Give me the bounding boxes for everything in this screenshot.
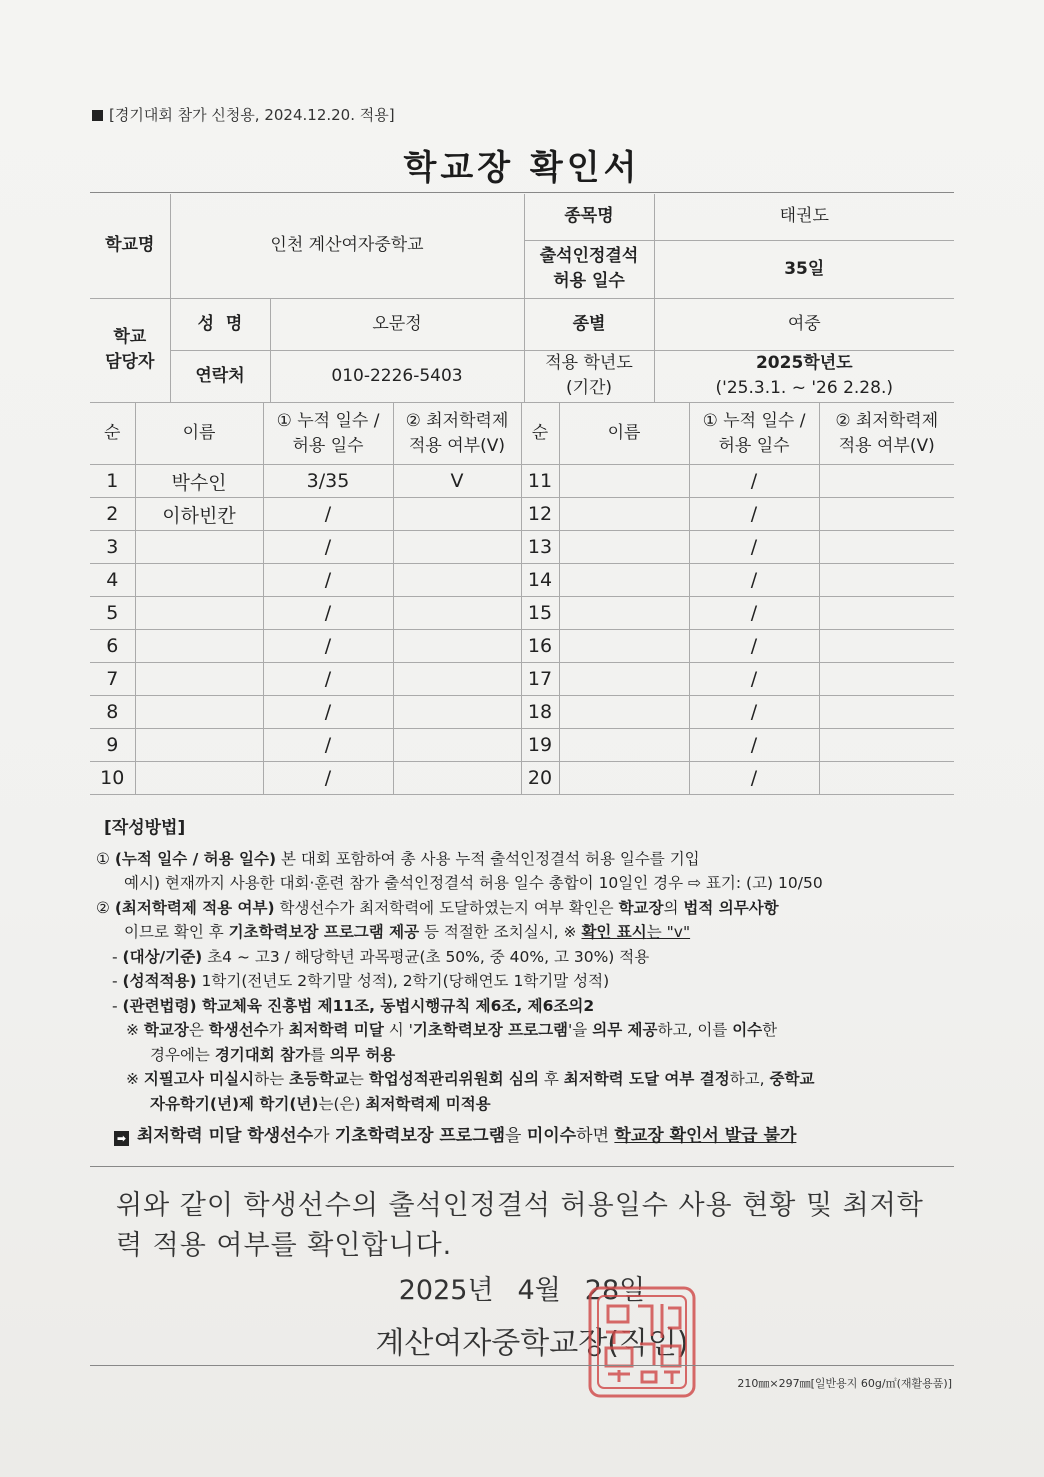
bold-text: (최저학력제 적용 여부) [114, 898, 275, 917]
student-name [559, 762, 689, 795]
student-name [559, 465, 689, 498]
bold-text: 지필고사 미실시 [143, 1070, 255, 1088]
min-standard-check [819, 531, 954, 564]
student-name [135, 564, 263, 597]
period-value: ('25.3.1. ~ '26 2.28.) [715, 378, 893, 398]
student-name [135, 696, 263, 729]
instruction-example: 예시) 현재까지 사용한 대회·훈련 참가 출석인정결석 허용 일수 총합이 10일인 경우 ⇨ 표기: (고) 10/50 [124, 874, 823, 892]
student-name [559, 663, 689, 696]
bold-text: 최저학력 도달 여부 결정 [563, 1070, 730, 1088]
top-divider [90, 192, 954, 193]
row-number: 15 [521, 597, 559, 630]
bold-text: 학교장 [143, 1021, 189, 1039]
school-value: 인천 계산여자중학교 [170, 194, 524, 298]
min-standard-check [393, 663, 521, 696]
absence-days: / [689, 564, 819, 597]
staff-label: 학교 담당자 [90, 298, 170, 402]
text: 의 [663, 898, 684, 917]
student-name [559, 696, 689, 729]
row-number: 8 [90, 696, 135, 729]
absence-days: / [689, 729, 819, 762]
school-label: 학교명 [90, 194, 170, 298]
bold-text: 기초학력보장 프로그램 제공 [228, 923, 420, 941]
text: 등 적절한 조치실시, ※ [419, 923, 582, 941]
bold-text: 초등학교 [289, 1070, 349, 1088]
row-number: 1 [90, 465, 135, 498]
text: 시 ' [383, 1021, 413, 1039]
absence-days: / [689, 696, 819, 729]
form-note-text: [경기대회 참가 신청용, 2024.12.20. 적용] [109, 106, 395, 124]
absence-days: / [689, 531, 819, 564]
bold-text: 학생선수 [208, 1021, 269, 1039]
student-name [559, 498, 689, 531]
detail-target: - (대상/기준) 초4 ~ 고3 / 해당학년 과목평균(초 50%, 중 40%, 고 30%) 적용 [112, 947, 650, 966]
issue-date [0, 1268, 1044, 1307]
table-row [90, 564, 954, 597]
official-seal-stamp [584, 1282, 700, 1402]
absence-days: / [689, 597, 819, 630]
contact-label: 연락처 [170, 350, 270, 402]
note-1: ※ 학교장은 학생선수가 최저학력 미달 시 '기초학력보장 프로그램'을 의무 제공하고, 이를 이수한 [126, 1021, 778, 1039]
student-name [559, 729, 689, 762]
instruction-item-2-cont [96, 920, 956, 945]
row-number: 7 [90, 663, 135, 696]
bold-text: 최저학력 미달 학생선수 [137, 1126, 314, 1146]
student-name [559, 531, 689, 564]
min-standard-check: V [393, 465, 521, 498]
note-2: ※ 지필고사 미실시하는 초등학교는 학업성적관리위원회 심의 후 최저학력 도달 여부 결정하고, 중학교 [126, 1070, 815, 1088]
student-list-table [90, 402, 954, 795]
text: 가 [268, 1021, 289, 1039]
absence-days: / [263, 564, 393, 597]
col-days-right: ① 누적 일수 / 허용 일수 [689, 403, 819, 465]
bold-text: 학업성적관리위원회 심의 [368, 1070, 539, 1088]
contact-value: 010-2226-5403 [270, 350, 524, 402]
instruction-item-1 [96, 847, 956, 872]
circled-number: ① [96, 849, 110, 868]
bold-underlined-text: 학교장 확인서 발급 불가 [614, 1126, 797, 1146]
table-row [90, 696, 954, 729]
absence-days: / [263, 630, 393, 663]
bold-text: 의무 허용 [329, 1045, 396, 1064]
min-standard-check [819, 498, 954, 531]
text: 본 대회 포함하여 총 사용 누적 출석인정결석 허용 일수를 기입 [276, 849, 700, 868]
student-name [559, 564, 689, 597]
bottom-divider [90, 1365, 954, 1366]
col-name-right: 이름 [559, 403, 689, 465]
min-standard-check [393, 531, 521, 564]
text: 을 [505, 1126, 527, 1146]
absence-days: 3/35 [263, 465, 393, 498]
student-name [135, 762, 263, 795]
bold-text: (성적적용) [122, 972, 197, 990]
text: 하고, 이를 [657, 1021, 733, 1039]
student-name: 박수인 [135, 465, 263, 498]
row-number: 4 [90, 564, 135, 597]
min-standard-check [819, 663, 954, 696]
middle-divider [90, 1166, 954, 1167]
min-standard-check [819, 465, 954, 498]
bold-text: 자유학기(년)제 학기(년) [150, 1094, 319, 1113]
instructions-section [96, 816, 956, 1149]
text: 하고, [729, 1070, 770, 1088]
min-standard-check [393, 729, 521, 762]
text: 이므로 확인 후 [124, 923, 229, 941]
year-label: 적용 학년도 (기간) [524, 350, 654, 402]
table-row [90, 762, 954, 795]
date-year: 2025년 [398, 1275, 494, 1306]
student-name [135, 597, 263, 630]
row-number: 5 [90, 597, 135, 630]
bold-text: 기초학력보장 프로그램 [412, 1021, 569, 1039]
col-name-left: 이름 [135, 403, 263, 465]
min-standard-check [819, 630, 954, 663]
year-cell [654, 350, 954, 402]
text: 를 [310, 1045, 330, 1064]
document-title: 학교장 확인서 [403, 148, 641, 188]
text: '을 [568, 1021, 593, 1039]
col-no-left: 순 [90, 403, 135, 465]
year-value: 2025학년도 [755, 353, 853, 374]
absence-days: / [689, 762, 819, 795]
bold-text: 이수 [732, 1021, 763, 1039]
absence-days: / [263, 597, 393, 630]
absence-days: / [263, 729, 393, 762]
min-standard-check [819, 696, 954, 729]
instructions-heading: [작성방법] [104, 818, 186, 838]
col-min-left: ② 최저학력제 적용 여부(V) [393, 403, 521, 465]
principal-signature: 계산여자중학교장(직인) [375, 1326, 689, 1361]
student-list-body [90, 465, 954, 795]
row-number: 13 [521, 531, 559, 564]
detail-law: - (관련법령) 학교체육 진흥법 제11조, 동법시행규칙 제6조, 제6조의2 [112, 996, 595, 1015]
table-row [90, 630, 954, 663]
date-month: 4월 [517, 1275, 561, 1306]
underlined-text: 는 "v" [646, 923, 691, 941]
row-number: 9 [90, 729, 135, 762]
absence-days: / [689, 630, 819, 663]
bold-text: 미이수 [526, 1126, 577, 1146]
bold-text: 경기대회 참가 [214, 1045, 311, 1064]
text: 1학기(전년도 2학기말 성적), 2학기(당해연도 1학기말 성적) [196, 972, 610, 990]
final-note [96, 1124, 956, 1149]
bold-text: 기초학력보장 프로그램 [334, 1126, 506, 1146]
text: 초4 ~ 고3 / 해당학년 과목평균(초 50%, 중 40%, 고 30%) 적용 [202, 947, 650, 966]
row-number: 11 [521, 465, 559, 498]
col-no-right: 순 [521, 403, 559, 465]
table-row [90, 597, 954, 630]
absence-days: / [263, 663, 393, 696]
min-standard-check [393, 630, 521, 663]
info-table [90, 194, 954, 403]
allowed-days-value: 35일 [654, 240, 954, 298]
absence-days: / [689, 498, 819, 531]
table-row [90, 531, 954, 564]
confirmation-text: 위와 같이 학생선수의 출석인정결석 허용일수 사용 현황 및 최저학력 적용 여부를 확인합니다. [116, 1190, 924, 1261]
min-standard-check [393, 597, 521, 630]
student-name [135, 729, 263, 762]
name-value: 오문정 [270, 298, 524, 350]
note-2-cont [96, 1092, 956, 1117]
text: 는(은) [318, 1094, 366, 1113]
row-number: 6 [90, 630, 135, 663]
min-standard-check [819, 597, 954, 630]
student-name [135, 663, 263, 696]
black-square-icon [92, 110, 103, 121]
text: 학생선수가 최저학력에 도달하였는지 여부 확인은 [274, 898, 619, 917]
student-name [135, 630, 263, 663]
row-number: 2 [90, 498, 135, 531]
min-standard-check [393, 564, 521, 597]
detail-grade: - (성적적용) 1학기(전년도 2학기말 성적), 2학기(당해연도 1학기말 성적) [112, 972, 610, 990]
row-number: 17 [521, 663, 559, 696]
bold-text: 학교장 [618, 898, 664, 917]
text: 경우에는 [150, 1045, 215, 1064]
type-label: 종별 [524, 298, 654, 350]
bold-text: 법적 의무사항 [683, 898, 779, 917]
text: 가 [313, 1126, 335, 1146]
bold-text: 최저학력제 미적용 [365, 1094, 491, 1113]
row-number: 10 [90, 762, 135, 795]
col-min-right: ② 최저학력제 적용 여부(V) [819, 403, 954, 465]
row-number: 12 [521, 498, 559, 531]
absence-days: / [263, 498, 393, 531]
bold-text: (대상/기준) [122, 947, 203, 966]
text: 은 [188, 1021, 209, 1039]
row-number: 16 [521, 630, 559, 663]
student-name [559, 630, 689, 663]
text: 하는 [254, 1070, 290, 1088]
bold-text: 중학교 [769, 1070, 815, 1088]
text: 는 [348, 1070, 369, 1088]
name-label: 성 명 [170, 298, 270, 350]
text: 한 [762, 1021, 778, 1039]
student-name [135, 531, 263, 564]
row-number: 3 [90, 531, 135, 564]
bold-text: 최저학력 미달 [288, 1021, 384, 1039]
col-days-left: ① 누적 일수 / 허용 일수 [263, 403, 393, 465]
bold-underlined-text: 확인 표시 [581, 923, 647, 941]
form-note [92, 104, 395, 125]
bold-text: (관련법령) 학교체육 진흥법 제11조, 동법시행규칙 제6조, 제6조의2 [122, 996, 595, 1015]
table-row [90, 663, 954, 696]
table-row [90, 498, 954, 531]
table-row [90, 729, 954, 762]
arrow-box-icon: ➡ [114, 1131, 129, 1146]
absence-days: / [263, 762, 393, 795]
student-name: 이하빈칸 [135, 498, 263, 531]
min-standard-check [819, 729, 954, 762]
circled-number: ② [96, 898, 110, 917]
bold-text: 의무 제공 [592, 1021, 658, 1039]
text: 하면 [576, 1126, 615, 1146]
absence-days: / [689, 663, 819, 696]
absence-days: / [263, 696, 393, 729]
min-standard-check [393, 696, 521, 729]
student-name [559, 597, 689, 630]
allowed-days-label: 출석인정결석 허용 일수 [524, 240, 654, 298]
min-standard-check [393, 498, 521, 531]
absence-days: / [263, 531, 393, 564]
note-1-cont [96, 1043, 956, 1068]
row-number: 14 [521, 564, 559, 597]
text: 후 [538, 1070, 564, 1088]
bold-text: (누적 일수 / 허용 일수) [114, 849, 277, 868]
absence-days: / [689, 465, 819, 498]
min-standard-check [819, 762, 954, 795]
row-number: 20 [521, 762, 559, 795]
min-standard-check [819, 564, 954, 597]
paper-spec: 210㎜×297㎜[일반용지 60g/㎡(재활용품)] [737, 1377, 952, 1390]
type-value: 여중 [654, 298, 954, 350]
instruction-item-2 [96, 896, 956, 921]
min-standard-check [393, 762, 521, 795]
event-value: 태권도 [654, 194, 954, 240]
row-number: 19 [521, 729, 559, 762]
row-number: 18 [521, 696, 559, 729]
table-row [90, 465, 954, 498]
event-label: 종목명 [524, 194, 654, 240]
date-day: 28일 [584, 1275, 646, 1306]
